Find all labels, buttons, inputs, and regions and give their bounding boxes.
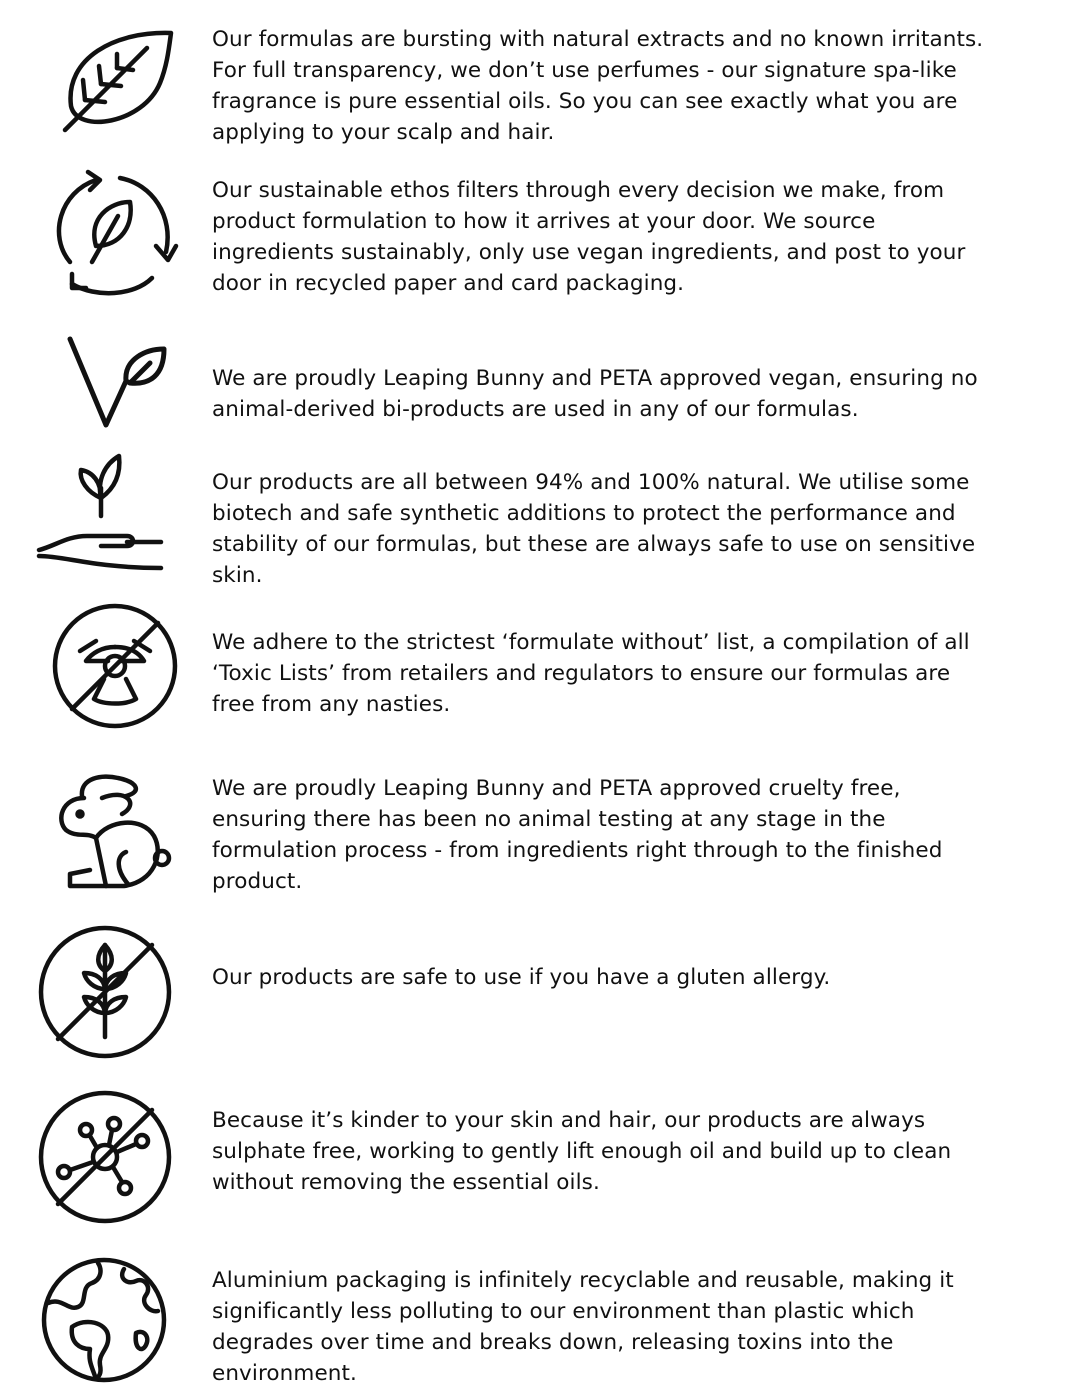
vegan-icon [66,335,170,431]
sulphate-free-icon [36,1090,174,1226]
feature-text-7: Our products are safe to use if you have a gluten allergy. [212,965,831,990]
feature-text-6: We are proudly Leaping Bunny and PETA approved cruelty free, ensuring there has been no animal testing at any stage in the formulation process - from ingredients right through to the finished product. [212,776,943,894]
feature-text-9: Aluminium packaging is infinitely recyclable and reusable, making it significantly less polluting to our environment than plastic which degrades over time and breaks down, releasing toxins into the environment. [212,1268,954,1386]
recycle-leaf-icon [48,166,180,298]
feature-text-3: We are proudly Leaping Bunny and PETA approved vegan, ensuring no animal-derived bi-products are used in any of our formulas. [212,366,978,422]
globe-icon [40,1257,168,1385]
hand-sprout-icon [35,452,169,576]
leaf-icon [55,28,185,138]
no-toxic-icon [52,603,180,731]
feature-text-2: Our sustainable ethos filters through every decision we make, from product formulation to how it arrives at your door. We source ingredients sustainably, only use vegan ingredients, and post to your door in recycled paper and card packaging. [212,178,966,296]
feature-text-5: We adhere to the strictest ‘formulate without’ list, a compilation of all ‘Toxic Lists’ from retailers and regulators to ensure our formulas are free from any nasties. [212,630,970,717]
rabbit-icon [56,774,172,892]
feature-text-4: Our products are all between 94% and 100% natural. We utilise some biotech and safe synthetic additions to protect the performance and stability of our formulas, but these are always safe to use on sensitive skin. [212,470,976,588]
feature-text-8: Because it’s kinder to your skin and hair, our products are always sulphate free, working to gently lift enough oil and build up to clean without removing the essential oils. [212,1108,952,1195]
gluten-free-icon [36,925,174,1061]
feature-text-1: Our formulas are bursting with natural extracts and no known irritants. For full transparency, we don’t use perfumes - our signature spa-like fragrance is pure essential oils. So you can see exactly what you are applying to your scalp and hair. [212,27,984,145]
